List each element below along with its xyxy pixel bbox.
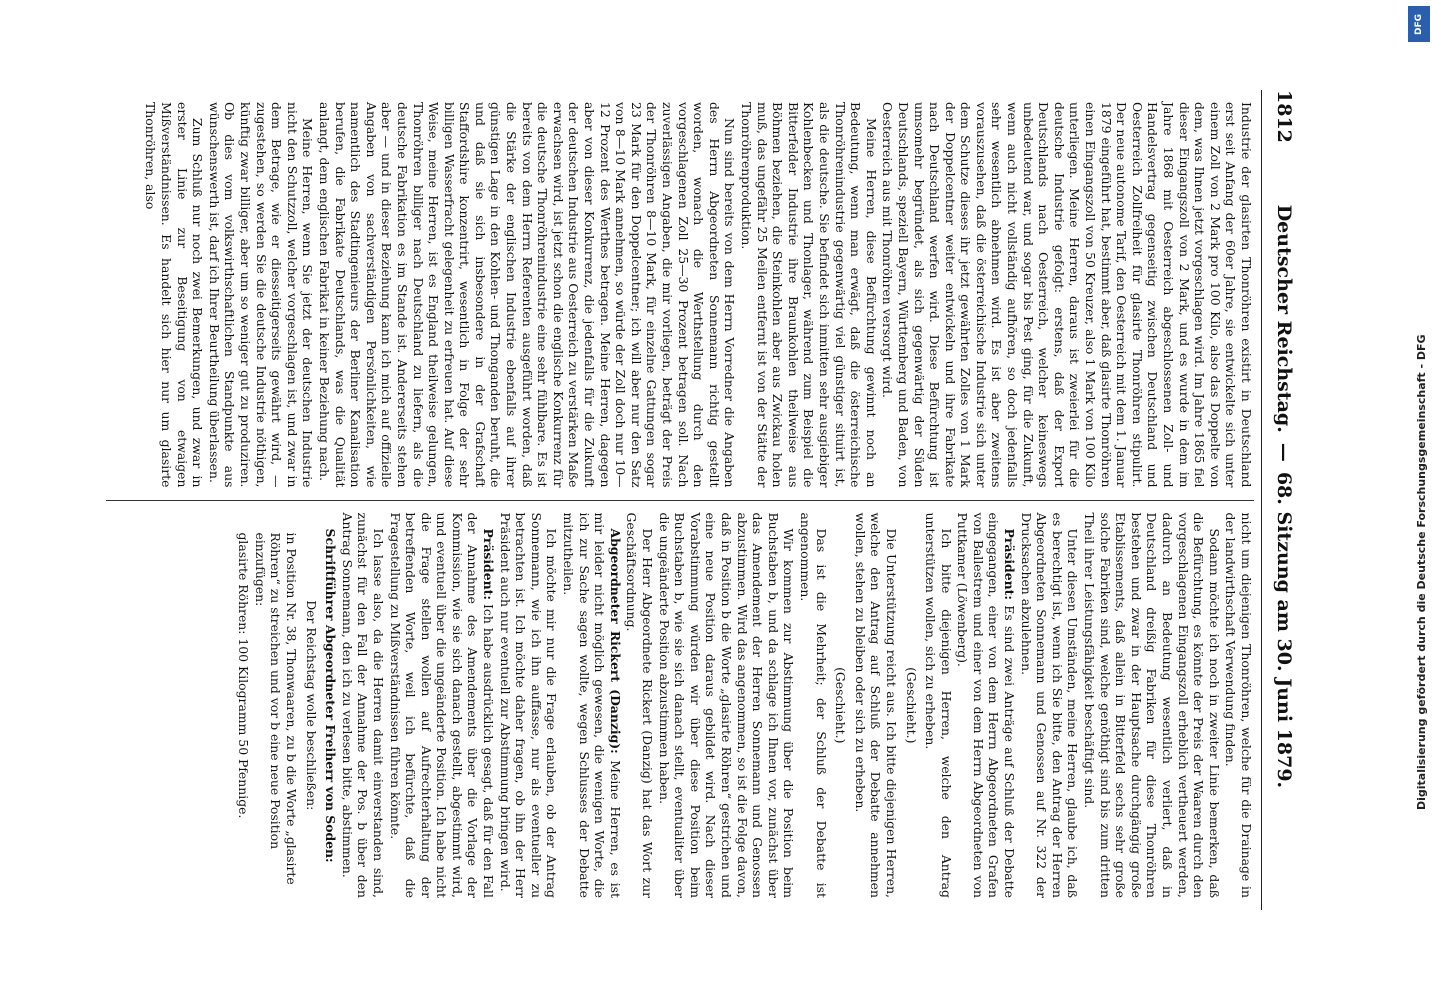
paragraph: nicht um diejenigen Thonröhren, welche für die Drainage in der landwirthschaft Verwendung finden. bbox=[1223, 512, 1254, 898]
stage-note: (Geschieht.) bbox=[833, 667, 849, 744]
paragraph: Unter diesen Umständen, meine Herren, glaube ich, daß es berechtigt ist, wenn ich Sie bitte, den Antrag der Herren Abgeordneten Sonnemann und Genossen auf Nr. 322 der Drucksachen abzulehnen. bbox=[1018, 512, 1081, 898]
column-left bbox=[106, 90, 1254, 500]
speaker-paragraph bbox=[387, 513, 496, 899]
motion-item: glasirte Röhren: 100 Kilogramm 50 Pfennige. bbox=[236, 532, 252, 819]
publication-title: Deutscher Reichstag. bbox=[1273, 204, 1295, 433]
paragraph: Das ist die Mehrheit; der Schluß der Debatte ist angenommen. bbox=[797, 512, 829, 898]
speaker-label: Präsident: bbox=[481, 528, 497, 600]
paragraph: Industrie der glasirten Thonröhren existirt in Deutschland erst seit Anfang der 60er Jahre, sie entwickelte sich unter einem Zoll von 2 Mark pro 100 Kilo, also das Doppelte von dem, was Ihnen jetzt vorgeschlagen wird. Im Jahre 1865 fiel dieser Eingangszoll von 2 Mark, und es wurde in dem im Jahre 1868 mit Oesterreich abgeschlossenen Zoll- und Handelsvertrag gegenseitig zwischen Deutschland und Oesterreich Zollfreiheit für glasirte Thonröhren stipulirt. Der neue autonome Tarif, den Oesterreich mit dem 1. Januar 1879 eingeführt hat, bestimmt aber, daß glasirte Thonröhren einen Eingangszoll von 50 Kreuzer, also 1 Mark von 100 Kilo unterliegen. Meine Herren, daraus ist zweierlei für die deutsche Industrie gefolgt: erstens, daß der Export Deutschlands nach Oesterreich, welcher keineswegs unbedeutend war, und sogar bis Pest ging, für die Zukunft, wenn auch nicht vollständig aufhören, so doch jedenfalls sehr wesentlich abnehmen wird. Es ist aber zweitens vorauszusehen, daß die österreichische Industrie sich unter dem Schutze dieses ihr jetzt gewährten Zolles von 1 Mark der Doppelcentner weiter entwickeln und ihre Fabrikate nach Deutschland werfen wird. Diese Befürchtung ist umsomehr begründet, als sich gegenwärtig der Süden Deutschlands, speziell Bayern, Württemberg und Baden, von Oesterreich aus mit Thonröhren versorgt wird. bbox=[880, 102, 1254, 488]
speaker-paragraph bbox=[955, 513, 1017, 899]
session-title: 68. Sitzung am 30. Juni 1879. bbox=[1273, 471, 1295, 789]
page-header bbox=[1261, 90, 1306, 910]
speaker-paragraph bbox=[560, 513, 622, 899]
paragraph: Ich lasse also, da die Herren damit einverstanden sind, zunächst für den Fall der Annahme der Pos. b über den Antrag Sonnemann, den ich zu verlesen bitte, abstimmen. bbox=[339, 512, 386, 898]
paragraph: Der Herr Abgeordnete Rickert (Danzig) hat das Wort zur Geschäftsordnung. bbox=[624, 512, 656, 898]
paragraph: Sodann möchte ich noch in zweiter Linie bemerken, daß die Befürchtung, es könnte der Preis der Waaren durch den vorgeschlagenen Eingangszoll erheblich vertheuert werden, dadurch an Bedeutung wesentlich verliert, daß in Deutschland dreißig Fabriken für diese Thonröhren bestehen und zwar in der Hauptsache durchgängig große Etablissements, daß allein in Bitterfeld sechs sehr große solche Fabriken sind, welche genöthigt sind bis zum dritten Theil ihrer Leistungsfähigkeit beschäftigt sind. bbox=[1082, 512, 1222, 898]
paragraph: Ich möchte mir nur die Frage erlauben, ob der Antrag Sonnemann, wie ich ihn auffasse, nur als eventueller zu betrachten ist. Ich möchte daher fragen, ob ihn der Herr Präsident auch nur eventuell zur Abstimmung bringen wird. bbox=[497, 512, 560, 898]
dfg-logo: DFG bbox=[1408, 6, 1430, 42]
paragraph: Nun sind bereits von dem Herrn Vorredner die Angaben des Herrn Abgeordneten Sonnemann richtig gestellt worden, wonach die Werthstellung durch den vorgeschlagenen Zoll 25—30 Prozent betragen soll. Nach zuverlässigen Angaben, die mir vorliegen, beträgt der Preis der Thonröhren 8—10 Mark, für einzelne Gattungen sogar 23 Mark für den Doppelcentner; ich will aber nur den Satz von 8—10 Mark annehmen, so würde der Zoll doch nur 10—12 Prozent des Werthes betragen. Meine Herren, dagegen aber von dieser Konkurrenz, die jedenfalls für die Zukunft der deutschen Industrie aus Oesterreich zu verstärken Maße erwachsen wird, ist jetzt schon die englische Konkurrenz für die deutsche Thonröhrenindustrie eine sehr fühlbare. Es ist bereits von dem Herrn Referenten ausgeführt worden, daß die Stärke der englischen Industrie ebenfalls auf ihrer günstigen Lage in den Kohlen- und Thonganden beruht, die und daß sie sich insbesondere in der Grafschaft Staffordshire konzentrirt, wesentlich in Folge der sehr billigen Wasserfracht gelegenheit zu erfreuen hat. Auf diese Weise, meine Herren, ist es England theilweise gelungen, Thonröhren billiger nach Deutschland zu liefern, als die deutsche Fabrikation es im Stande ist. Andererseits stehen aber — und in dieser Beziehung kann ich mich auf offizielle Angaben von sachverständigen Persönlichkeiten, wie namentlich des Stadtingenieurs der Berliner Kanalisation berufen, die Fabrikate Deutschlands, was die Qualität anlangt, dem englischen Fabrikat in keiner Beziehung nach. bbox=[316, 102, 738, 488]
speaker-text: Meine Herren, es ist mir leider nicht möglich gewesen, die wenigen Worte, die ich zur Sache sagen wollte, wegen Schlusses der Debatte mitzutheilen. bbox=[561, 512, 623, 898]
dfg-sidebar bbox=[1408, 0, 1430, 1000]
motion-item: in Position Nr. 38, Thonwaaren, zu b die Worte „glasirte Röhren“ zu streichen und vor b eine neue Position einzufügen: bbox=[252, 532, 299, 885]
paragraph: Meine Herren, wenn Sie jetzt der deutschen Industrie nicht den Schutzzoll, welcher vorgeschlagen ist, und zwar in dem Betrage, wie er diesseitigerseits gewährt wird, — zugestehen, so werden Sie die deutsche Industrie nöthigen, künftig zwar billiger, aber um so weniger gut zu produziren. Ob dies vom volkswirthschaftlichen Standpunkte aus wünschenswerth ist, darf ich Ihrer Beurtheilung überlassen. bbox=[206, 102, 316, 488]
speaker-label: Präsident: bbox=[1002, 528, 1018, 600]
paragraph: Die Unterstützung reicht aus. Ich bitte diejenigen Herren, welche den Antrag auf Schluß der Debatte annehmen wollen, stehen zu bleiben oder sich zu erheben. bbox=[852, 512, 899, 898]
paragraph: Ich bitte diejenigen Herren, welche den Antrag unterstützen wollen, sich zu erheben. bbox=[923, 512, 954, 898]
paragraph: Zum Schluß nur noch zwei Bemerkungen, und zwar in erster Linie zur Beseitigung von etwaigen Mißverständnissen. Es handelt sich hier nur um glasirte Thonröhren, also bbox=[143, 102, 206, 488]
motion-heading: Der Reichstag wolle beschließen: bbox=[303, 600, 319, 811]
speaker-text: Ich habe ausdrücklich gesagt, daß für den Fall der Annahme des Amendements über die Vorlage der Kommission, wie sie sich danach gestellt, abgestimmt wird, und eventuell über die ungeänderte Position. Ich habe nicht die Frage stellen wollen auf Aufrechterhaltung der betreffenden Worte, weil ich befürchte, daß die Fragestellung zu Mißverständnissen führen könnte. bbox=[387, 512, 497, 898]
speaker-text: Es sind zwei Anträge auf Schluß der Debatte eingegangen, einer von dem Herrn Abgeordneten Grafen von Ballestrem und einer von dem Herrn Abgeordneten von Puttkamer (Löwenberg). bbox=[955, 512, 1018, 898]
header-separator: — bbox=[1273, 442, 1295, 462]
paragraph: Wir kommen zur Abstimmung über die Position beim Buchstaben b, und da schlage ich Ihnen vor, zunächst über das Amendement der Herren Sonnemann und Genossen abzustimmen. Wird das angenommen, so ist die Folge davon, daß in Position b die Worte „glasirte Röhren“ gestrichen und eine neue Position daraus gebildet wird. Nach dieser Vorabstimmung würden wir über diese Position beim Buchstaben b, wie sie sich danach stellt, eventualiter über die ungeänderte Position abzustimmen haben. bbox=[656, 512, 797, 898]
text-columns bbox=[106, 90, 1254, 910]
speaker-label: Abgeordneter Rickert (Danzig): bbox=[607, 528, 623, 754]
column-right bbox=[106, 500, 1254, 911]
speaker-paragraph bbox=[323, 513, 339, 899]
paragraph: Meine Herren, diese Befürchtung gewinnt noch an Bedeutung, wenn man erwägt, daß die österreichische Thonröhrenindustrie gegenwärtig viel günstiger situirt ist, als die deutsche. Sie befindet sich inmitten sehr ausgiebiger Kohlenbecken und Thonlager, während zum Beispiel die Bitterfelder Industrie ihre Braunkohlen theilweise aus Böhmen beziehen, die Steinkohlen aber aus Zwickau holen muß, das ungefähr 25 Meilen entfernt ist von der Stätte der Thonröhrenproduktion. bbox=[739, 102, 879, 488]
stage-note: (Geschieht.) bbox=[903, 667, 919, 744]
funding-note: Digitalisierung gefördert durch die Deutsche Forschungsgemeinschaft - DFG bbox=[1415, 334, 1428, 810]
rotated-page bbox=[86, 80, 1346, 920]
page-number: 1812 bbox=[1273, 90, 1295, 143]
speaker-label: Schriftführer Abgeordneter Freiherr von Soden: bbox=[323, 528, 339, 863]
